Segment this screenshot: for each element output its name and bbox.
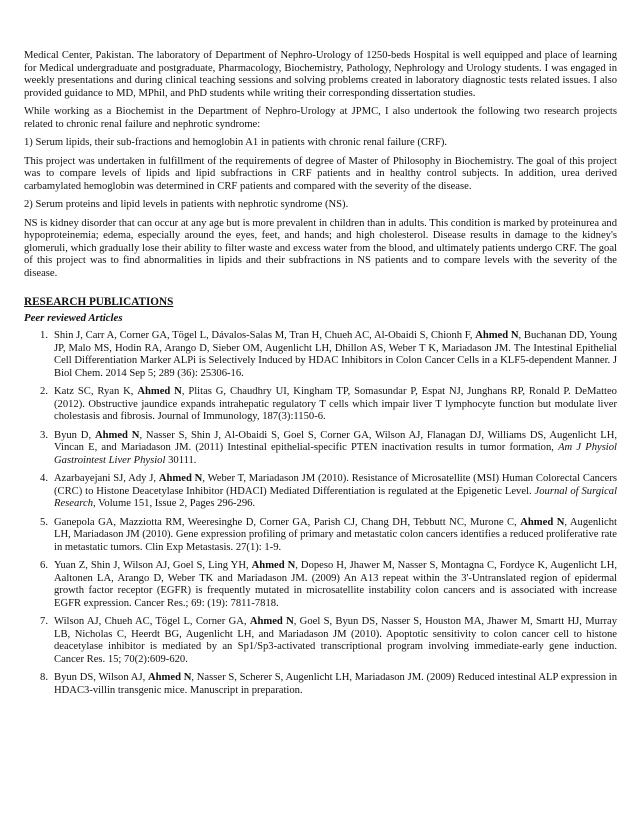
publication-citation xyxy=(54,672,617,697)
publication-citation xyxy=(54,560,617,610)
citation-authors-before: Byun D, xyxy=(54,429,92,441)
citation-authors-before: Shin J, Carr A, Corner GA, Tögel L, Dávalos-Salas M, Tran H, Chueh AC, Al-Obaidi S, Chionh F, xyxy=(54,330,473,341)
publication-citation xyxy=(54,616,617,666)
publication-number: 4. xyxy=(40,473,48,484)
citation-authors-before: Katz SC, Ryan K, xyxy=(54,386,134,397)
highlighted-author: Ahmed N xyxy=(137,386,182,397)
highlighted-author: Ahmed N xyxy=(520,516,565,528)
highlighted-author: Ahmed N xyxy=(148,672,192,683)
citation-authors-before: Wilson AJ, Chueh AC, Tögel L, Corner GA, xyxy=(54,616,247,627)
publication-citation xyxy=(54,473,617,511)
publication-number: 8. xyxy=(40,672,48,683)
citation-tail: Volume 151, Issue 2, Pages 296-296. xyxy=(98,498,256,509)
journal-name: Journal of Surgical Research, xyxy=(54,485,618,509)
citation-rest: , Dopeso H, Jhawer M, Nasser S, Montagna C, Fordyce K, Augenlicht LH, Aaltonen LA, Arango D, Weber TK and Mariadason JM. (2009) An A13 repeat within the 3'-Untranslated region of epidermal growth factor receptor (EGFR) is frequently mutated in microsatellite instability colon cancers and is associated with increase EGFR expression. Cancer Res.; 69: (19): 7811-7818. xyxy=(54,560,617,609)
citation-authors-before: Azarbayejani SJ, Ady J, xyxy=(54,473,157,484)
citation-tail: 30111. xyxy=(168,454,197,466)
publication-number: 5. xyxy=(40,516,48,528)
publication-number: 7. xyxy=(40,616,48,627)
citation-rest: , Buchanan DD, Young JP, Malo MS, Hodin RA, Arango D, Sieber OM, Augenlicht LH, Dhillon AS, Weber T K, Mariadason JM. The Intestinal Epithelial Cell Differentiation Marker ALPi is Selectively Induced by HDAC Inhibitors in Colon Cancer Cells in a KLF5-dependent Manner. J Biol Chem. 2014 Sep 5; 289 (36): 25306-16. xyxy=(54,330,617,379)
citation-rest: , Goel S, Byun DS, Nasser S, Houston MA, Jhawer M, Smartt HJ, Murray LB, Nicholas C, Heerdt BG, Augenlicht LH, and Mariadason JM (2010). Apoptotic sensitivity to colon cancer cell to histone deacetylase inhibitor is mediated by an Sp1/Sp3-activated transcriptional program involving immediate-early gene induction. Cancer Res. 15; 70(2):609-620. xyxy=(54,616,617,665)
highlighted-author: Ahmed N xyxy=(249,616,294,627)
highlighted-author: Ahmed N xyxy=(158,473,203,484)
citation-authors-before: Ganepola GA, Mazziotta RM, Weeresinghe D, Corner GA, Parish CJ, Chang DH, Tebbutt NC, Murone C, xyxy=(54,516,517,528)
highlighted-author: Ahmed N xyxy=(475,330,519,341)
publication-item xyxy=(24,430,617,468)
paragraph-lab-description: Medical Center, Pakistan. The laboratory of Department of Nephro-Urology of 1250-beds Hospital is well equipped and place of learning for Medical undergraduate and postgraduate, Pharmacology, Biochemistry, Pathology, Nephrology and Urology students. I was engaged in weekly presentations and during clinical teaching sessions and solving problems created in laboratory diagnostic tests related issues. I also provided guidance to MD, MPhil, and PhD students while writing their corresponding dissertation studies. xyxy=(24,50,617,99)
journal-name: Am J Physiol Gastrointest Liver Physiol xyxy=(54,442,617,466)
citation-authors-before: Byun DS, Wilson AJ, xyxy=(54,672,146,683)
publication-number: 2. xyxy=(40,386,48,397)
publication-item xyxy=(24,672,617,697)
publication-item xyxy=(24,616,617,666)
citation-rest: , Nasser S, Shin J, Al-Obaidi S, Goel S, Corner GA, Wilson AJ, Flanagan DJ, Williams DS, Augenlicht LH, Vincan E, and Mariadason JM. (2011) Intestinal epithelial-specific PTEN inactivation results in tumor formation, xyxy=(54,429,618,453)
citation-rest: , Augenlicht LH, Mariadason JM (2010). Gene expression profiling of primary and metastatic colon cancers identifies a reduced proliferative rate in metastatic tumors. Clin Exp Metastasis. 27(1): 1-9. xyxy=(54,516,617,553)
publication-citation xyxy=(54,430,617,468)
paragraph-research-projects-intro: While working as a Biochemist in the Department of Nephro-Urology at JPMC, I also undertook the following two research projects related to chronic renal failure and nephrotic syndrome: xyxy=(24,106,617,130)
paragraph-project-1-title: 1) Serum lipids, their sub-fractions and hemoglobin A1 in patients with chronic renal failure (CRF). xyxy=(24,137,448,148)
highlighted-author: Ahmed N xyxy=(94,429,140,441)
publication-item xyxy=(24,560,617,610)
paragraph-project-2-title: 2) Serum proteins and lipid levels in patients with nephrotic syndrome (NS). xyxy=(24,199,349,210)
publication-item xyxy=(24,386,617,424)
document-body xyxy=(24,50,617,703)
paragraph-project-2-description: NS is kidney disorder that can occur at any age but is more prevalent in children than in adults. This condition is marked by proteinurea and hypoproteinemia; edema, especially around the eyes, feet, and hands; and high cholesterol. Disease results in damage to the kidney's glomeruli, which gradually lose their ability to filter waste and excess water from the blood, and ultimately patients undergo CRF. The goal of this project was to find abnormalities in lipids and their subfractions in NS patients and to compare levels with the severity of the disease. xyxy=(24,217,617,279)
subheading-peer-reviewed-articles: Peer reviewed Articles xyxy=(24,312,123,324)
highlighted-author: Ahmed N xyxy=(251,560,296,571)
section-heading-research-publications: RESEARCH PUBLICATIONS xyxy=(24,296,174,308)
citation-rest: , Plitas G, Chaudhry UI, Kingham TP, Somasundar P, Espat NJ, Junghans RP, Ronald P. DeMatteo (2012). Obstructive jaundice expands intrahepatic regulatory T cells which impair liver T lymphocyte function but modulate liver cholestasis and fibrosis. Journal of Immunology, 187(3):1150-6. xyxy=(54,386,617,422)
citation-rest: , Nasser S, Scherer S, Augenlicht LH, Mariadason JM. (2009) Reduced intestinal ALP expression in HDAC3-villin transgenic mice. Manuscript in preparation. xyxy=(54,672,618,696)
publication-number: 3. xyxy=(40,429,48,441)
publication-number: 1. xyxy=(40,330,48,341)
publication-item xyxy=(24,330,617,380)
publication-list xyxy=(24,330,617,697)
publication-citation xyxy=(54,330,617,380)
publication-item xyxy=(24,473,617,511)
publication-citation xyxy=(54,517,617,555)
citation-rest: , Weber T, Mariadason JM (2010). Resistance of Microsatellite (MSI) Human Colorectal Cancers (CRC) to Histone Deacetylase Inhibitor (HDACI) Mediated Differentiation is regulated at the Epigenetic Level. xyxy=(54,473,617,497)
publication-item xyxy=(24,517,617,555)
publication-citation xyxy=(54,386,617,424)
paragraph-project-1-description: This project was undertaken in fulfillment of the requirements of degree of Master of Philosophy in Biochemistry. The goal of this project was to compare levels of lipids and lipid subfractions in CRF patients and in healthy control subjects. In addition, urea derived carbamylated hemoglobin was determined in CRF patients and compared with the severity of the disease. xyxy=(24,155,617,192)
citation-authors-before: Yuan Z, Shin J, Wilson AJ, Goel S, Ling YH, xyxy=(54,560,249,571)
publication-number: 6. xyxy=(40,560,48,571)
